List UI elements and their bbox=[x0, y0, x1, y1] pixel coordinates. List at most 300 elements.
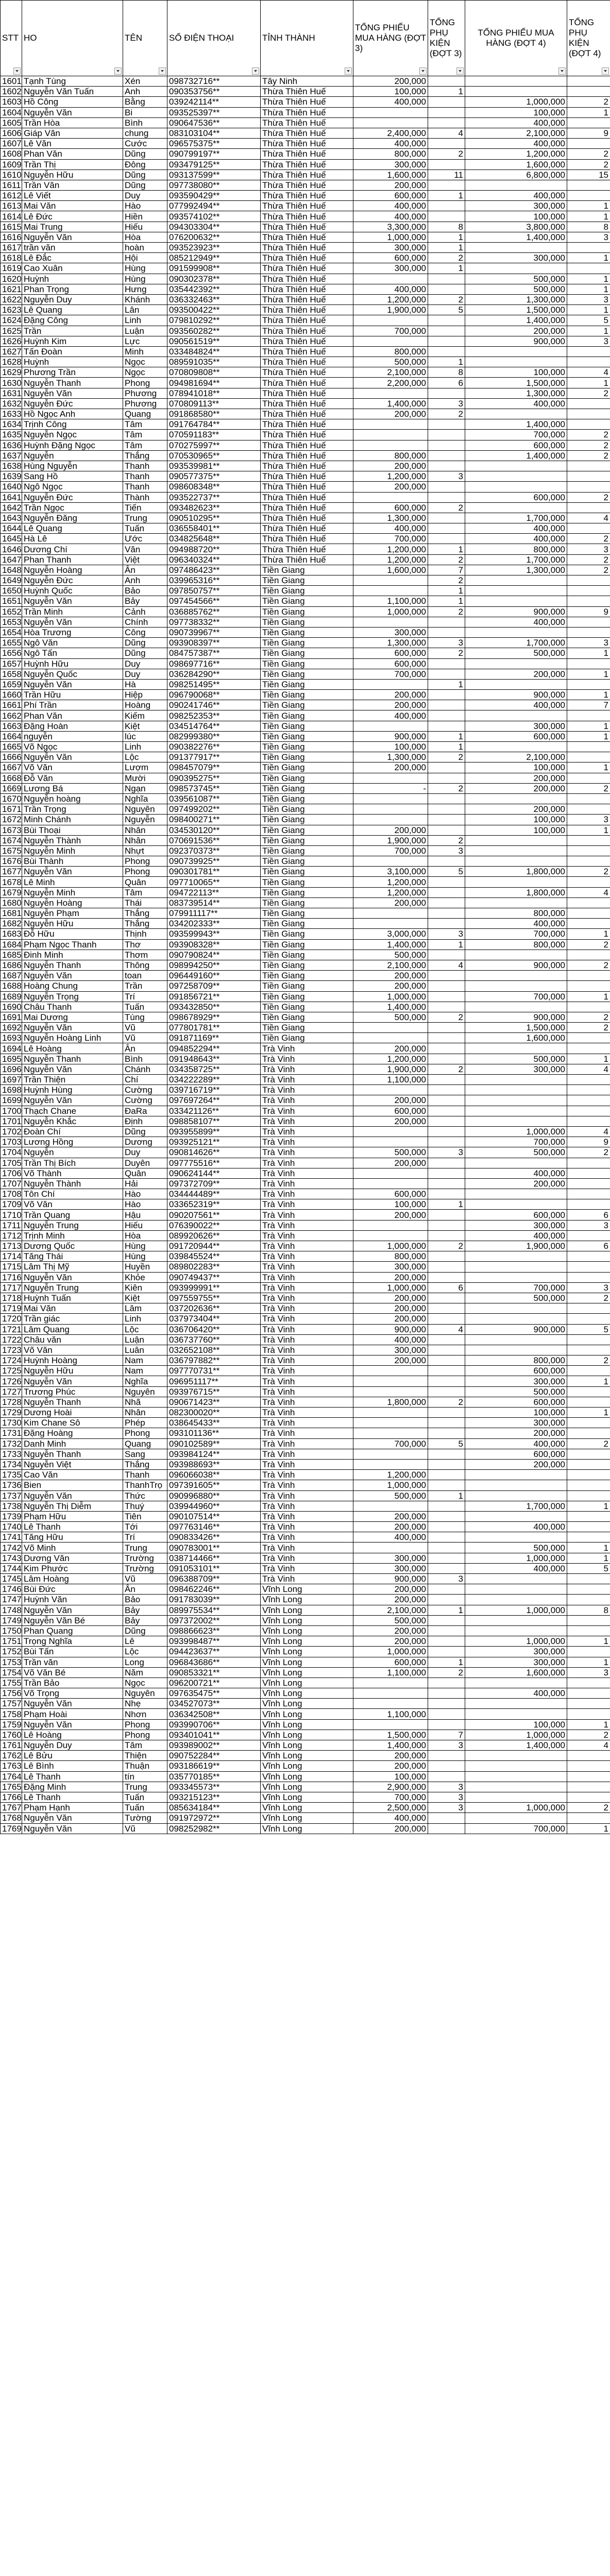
cell-voucher-dot4[interactable] bbox=[465, 1470, 567, 1480]
cell-ho[interactable]: Lương Bá bbox=[22, 783, 123, 793]
cell-ho[interactable]: Lê Đức bbox=[22, 211, 123, 222]
cell-province[interactable]: Thừa Thiên Huế bbox=[261, 409, 353, 419]
cell-voucher-dot3[interactable] bbox=[353, 1366, 428, 1376]
cell-ten[interactable]: Hiệp bbox=[123, 690, 167, 700]
cell-ten[interactable]: Dũng bbox=[123, 170, 167, 180]
cell-ten[interactable]: Luận bbox=[123, 326, 167, 336]
cell-accessory-dot4[interactable]: 1 bbox=[567, 107, 610, 117]
cell-accessory-dot3[interactable]: 2 bbox=[428, 1064, 465, 1074]
cell-voucher-dot4[interactable] bbox=[465, 1480, 567, 1490]
cell-accessory-dot3[interactable] bbox=[428, 804, 465, 815]
cell-accessory-dot4[interactable]: 1 bbox=[567, 201, 610, 211]
cell-phone[interactable]: 036737760** bbox=[167, 1334, 261, 1345]
cell-stt[interactable]: 1763 bbox=[1, 1761, 22, 1771]
cell-ho[interactable]: Nguyễn Trọng bbox=[22, 991, 123, 1002]
cell-ten[interactable]: Hội bbox=[123, 253, 167, 263]
cell-province[interactable]: Tiền Giang bbox=[261, 752, 353, 762]
cell-voucher-dot3[interactable]: 3,100,000 bbox=[353, 867, 428, 877]
cell-accessory-dot4[interactable] bbox=[567, 1647, 610, 1657]
cell-accessory-dot4[interactable] bbox=[567, 263, 610, 274]
cell-voucher-dot4[interactable] bbox=[465, 856, 567, 867]
cell-accessory-dot3[interactable] bbox=[428, 211, 465, 222]
cell-stt[interactable]: 1661 bbox=[1, 700, 22, 710]
cell-voucher-dot4[interactable] bbox=[465, 1251, 567, 1262]
cell-accessory-dot4[interactable] bbox=[567, 1418, 610, 1428]
cell-accessory-dot4[interactable]: 3 bbox=[567, 232, 610, 242]
cell-accessory-dot4[interactable] bbox=[567, 1033, 610, 1043]
cell-stt[interactable]: 1688 bbox=[1, 981, 22, 991]
cell-voucher-dot3[interactable]: 200,000 bbox=[353, 1116, 428, 1126]
cell-stt[interactable]: 1613 bbox=[1, 201, 22, 211]
cell-accessory-dot4[interactable]: 1 bbox=[567, 1636, 610, 1647]
cell-accessory-dot3[interactable] bbox=[428, 1553, 465, 1563]
cell-accessory-dot4[interactable] bbox=[567, 1751, 610, 1761]
cell-stt[interactable]: 1761 bbox=[1, 1740, 22, 1751]
cell-accessory-dot3[interactable] bbox=[428, 1459, 465, 1469]
cell-stt[interactable]: 1660 bbox=[1, 690, 22, 700]
cell-accessory-dot3[interactable] bbox=[428, 971, 465, 981]
cell-stt[interactable]: 1647 bbox=[1, 554, 22, 565]
cell-voucher-dot4[interactable]: 1,200,000 bbox=[465, 149, 567, 159]
cell-accessory-dot4[interactable] bbox=[567, 1813, 610, 1823]
cell-accessory-dot3[interactable]: 1 bbox=[428, 243, 465, 253]
cell-accessory-dot4[interactable] bbox=[567, 180, 610, 190]
cell-phone[interactable]: 098573745** bbox=[167, 783, 261, 793]
cell-stt[interactable]: 1642 bbox=[1, 502, 22, 513]
cell-stt[interactable]: 1657 bbox=[1, 658, 22, 669]
cell-ten[interactable]: Thanh bbox=[123, 471, 167, 482]
table-row[interactable] bbox=[1, 534, 610, 544]
cell-stt[interactable]: 1692 bbox=[1, 1023, 22, 1033]
table-row[interactable] bbox=[1, 180, 610, 190]
cell-voucher-dot3[interactable]: 1,000,000 bbox=[353, 1282, 428, 1293]
cell-province[interactable]: Thừa Thiên Huế bbox=[261, 357, 353, 367]
cell-voucher-dot4[interactable] bbox=[465, 1595, 567, 1605]
cell-phone[interactable]: 097763146** bbox=[167, 1522, 261, 1532]
cell-ten[interactable]: Thuý bbox=[123, 1501, 167, 1511]
cell-ten[interactable]: Linh bbox=[123, 742, 167, 752]
cell-voucher-dot3[interactable]: 1,100,000 bbox=[353, 596, 428, 606]
cell-ho[interactable]: Minh Chánh bbox=[22, 815, 123, 825]
cell-voucher-dot3[interactable]: 1,900,000 bbox=[353, 835, 428, 845]
cell-voucher-dot3[interactable] bbox=[353, 1418, 428, 1428]
cell-province[interactable]: Tiền Giang bbox=[261, 897, 353, 908]
cell-voucher-dot4[interactable]: 1,400,000 bbox=[465, 419, 567, 430]
cell-ho[interactable]: Nguyễn Văn Tuấn bbox=[22, 87, 123, 97]
cell-voucher-dot3[interactable]: 300,000 bbox=[353, 159, 428, 170]
cell-stt[interactable]: 1752 bbox=[1, 1647, 22, 1657]
cell-accessory-dot3[interactable] bbox=[428, 419, 465, 430]
cell-voucher-dot3[interactable] bbox=[353, 1376, 428, 1386]
cell-phone[interactable]: 036332463** bbox=[167, 294, 261, 304]
cell-phone[interactable]: 090510295** bbox=[167, 513, 261, 523]
cell-ho[interactable]: Nguyễn Phạm bbox=[22, 908, 123, 919]
cell-phone[interactable]: 035770185** bbox=[167, 1771, 261, 1782]
cell-stt[interactable]: 1730 bbox=[1, 1418, 22, 1428]
cell-stt[interactable]: 1679 bbox=[1, 887, 22, 897]
cell-voucher-dot3[interactable]: 200,000 bbox=[353, 1751, 428, 1761]
cell-accessory-dot3[interactable] bbox=[428, 440, 465, 450]
cell-phone[interactable]: 036284290** bbox=[167, 669, 261, 679]
cell-ho[interactable]: Trần Thị Bích bbox=[22, 1158, 123, 1168]
table-row[interactable] bbox=[1, 908, 610, 919]
table-row[interactable] bbox=[1, 1095, 610, 1106]
cell-province[interactable]: Tiền Giang bbox=[261, 1033, 353, 1043]
cell-accessory-dot3[interactable] bbox=[428, 825, 465, 835]
cell-stt[interactable]: 1634 bbox=[1, 419, 22, 430]
cell-accessory-dot3[interactable] bbox=[428, 274, 465, 284]
cell-ho[interactable]: Phan Quang bbox=[22, 1625, 123, 1636]
cell-phone[interactable]: 089591035** bbox=[167, 357, 261, 367]
cell-province[interactable]: Thừa Thiên Huế bbox=[261, 117, 353, 128]
cell-ho[interactable]: Lê Quang bbox=[22, 305, 123, 315]
cell-accessory-dot4[interactable] bbox=[567, 1688, 610, 1699]
cell-voucher-dot4[interactable]: 700,000 bbox=[465, 929, 567, 939]
cell-phone[interactable]: 089802283** bbox=[167, 1262, 261, 1272]
cell-stt[interactable]: 1742 bbox=[1, 1543, 22, 1553]
table-row[interactable] bbox=[1, 450, 610, 461]
cell-stt[interactable]: 1606 bbox=[1, 128, 22, 138]
cell-phone[interactable]: 083739514** bbox=[167, 897, 261, 908]
cell-accessory-dot4[interactable]: 2 bbox=[567, 939, 610, 950]
cell-voucher-dot3[interactable]: 500,000 bbox=[353, 1012, 428, 1022]
cell-phone[interactable]: 090749437** bbox=[167, 1272, 261, 1282]
cell-voucher-dot4[interactable] bbox=[465, 1625, 567, 1636]
table-row[interactable] bbox=[1, 1615, 610, 1625]
table-row[interactable] bbox=[1, 1490, 610, 1501]
cell-accessory-dot3[interactable] bbox=[428, 1137, 465, 1147]
cell-accessory-dot4[interactable]: 1 bbox=[567, 1553, 610, 1563]
cell-phone[interactable]: 096066038** bbox=[167, 1470, 261, 1480]
table-row[interactable] bbox=[1, 1116, 610, 1126]
cell-province[interactable]: Thừa Thiên Huế bbox=[261, 305, 353, 315]
cell-voucher-dot4[interactable]: 1,600,000 bbox=[465, 1033, 567, 1043]
cell-voucher-dot3[interactable] bbox=[353, 617, 428, 627]
cell-accessory-dot4[interactable] bbox=[567, 586, 610, 596]
cell-voucher-dot3[interactable] bbox=[353, 388, 428, 398]
cell-accessory-dot3[interactable] bbox=[428, 1220, 465, 1230]
cell-phone[interactable]: 096449160** bbox=[167, 971, 261, 981]
cell-province[interactable]: Tiền Giang bbox=[261, 710, 353, 721]
cell-ten[interactable]: Bằng bbox=[123, 97, 167, 107]
cell-accessory-dot4[interactable]: 2 bbox=[567, 565, 610, 575]
cell-province[interactable]: Trà Vinh bbox=[261, 1085, 353, 1095]
cell-phone[interactable]: 034222289** bbox=[167, 1075, 261, 1085]
cell-accessory-dot4[interactable]: 4 bbox=[567, 1064, 610, 1074]
cell-ho[interactable]: Nguyễn Thanh bbox=[22, 1397, 123, 1407]
cell-phone[interactable]: 034530120** bbox=[167, 825, 261, 835]
table-row[interactable] bbox=[1, 346, 610, 357]
cell-accessory-dot4[interactable] bbox=[567, 1251, 610, 1262]
cell-voucher-dot3[interactable] bbox=[353, 1449, 428, 1459]
cell-ho[interactable]: Huỳnh Quốc bbox=[22, 586, 123, 596]
cell-province[interactable]: Trà Vinh bbox=[261, 1168, 353, 1178]
cell-stt[interactable]: 1664 bbox=[1, 731, 22, 741]
cell-voucher-dot3[interactable]: 200,000 bbox=[353, 1043, 428, 1054]
cell-accessory-dot3[interactable] bbox=[428, 658, 465, 669]
table-row[interactable] bbox=[1, 752, 610, 762]
cell-ten[interactable]: Duy bbox=[123, 191, 167, 201]
cell-voucher-dot3[interactable] bbox=[353, 1719, 428, 1730]
cell-accessory-dot4[interactable] bbox=[567, 919, 610, 929]
cell-accessory-dot3[interactable]: 8 bbox=[428, 222, 465, 232]
cell-ho[interactable]: Huỳnh Tuấn bbox=[22, 1293, 123, 1303]
cell-stt[interactable]: 1722 bbox=[1, 1334, 22, 1345]
cell-voucher-dot4[interactable]: 500,000 bbox=[465, 274, 567, 284]
cell-stt[interactable]: 1633 bbox=[1, 409, 22, 419]
cell-voucher-dot4[interactable]: 400,000 bbox=[465, 1688, 567, 1699]
cell-voucher-dot3[interactable] bbox=[353, 804, 428, 815]
table-row[interactable] bbox=[1, 1740, 610, 1751]
table-row[interactable] bbox=[1, 1438, 610, 1449]
cell-accessory-dot4[interactable]: 6 bbox=[567, 1210, 610, 1220]
cell-ten[interactable]: Tâm bbox=[123, 419, 167, 430]
cell-ten[interactable]: Hiếu bbox=[123, 222, 167, 232]
cell-phone[interactable]: 034202333** bbox=[167, 919, 261, 929]
cell-voucher-dot4[interactable]: 2,100,000 bbox=[465, 128, 567, 138]
table-row[interactable] bbox=[1, 492, 610, 502]
cell-accessory-dot3[interactable]: 2 bbox=[428, 606, 465, 617]
table-row[interactable] bbox=[1, 440, 610, 450]
cell-phone[interactable]: 039944960** bbox=[167, 1501, 261, 1511]
cell-ho[interactable]: Lê Thanh bbox=[22, 1792, 123, 1802]
cell-phone[interactable]: 097258709** bbox=[167, 981, 261, 991]
cell-phone[interactable]: 039716719** bbox=[167, 1085, 261, 1095]
cell-ten[interactable]: Quang bbox=[123, 1438, 167, 1449]
cell-accessory-dot4[interactable]: 4 bbox=[567, 367, 610, 378]
cell-voucher-dot4[interactable] bbox=[465, 1574, 567, 1584]
cell-stt[interactable]: 1618 bbox=[1, 253, 22, 263]
cell-province[interactable]: Vĩnh Long bbox=[261, 1709, 353, 1719]
cell-ho[interactable]: Lê Hoàng bbox=[22, 1043, 123, 1054]
cell-stt[interactable]: 1700 bbox=[1, 1106, 22, 1116]
cell-accessory-dot4[interactable]: 2 bbox=[567, 783, 610, 793]
cell-accessory-dot3[interactable] bbox=[428, 1709, 465, 1719]
cell-province[interactable]: Tiền Giang bbox=[261, 919, 353, 929]
cell-stt[interactable]: 1696 bbox=[1, 1064, 22, 1074]
table-row[interactable] bbox=[1, 1272, 610, 1282]
cell-province[interactable]: Vĩnh Long bbox=[261, 1688, 353, 1699]
cell-stt[interactable]: 1735 bbox=[1, 1470, 22, 1480]
cell-phone[interactable]: 098400271** bbox=[167, 815, 261, 825]
cell-stt[interactable]: 1655 bbox=[1, 638, 22, 648]
cell-accessory-dot4[interactable] bbox=[567, 1532, 610, 1543]
cell-province[interactable]: Thừa Thiên Huế bbox=[261, 211, 353, 222]
table-row[interactable] bbox=[1, 1647, 610, 1657]
cell-voucher-dot4[interactable] bbox=[465, 575, 567, 586]
cell-phone[interactable]: 039965316** bbox=[167, 575, 261, 586]
table-row[interactable] bbox=[1, 87, 610, 97]
cell-province[interactable]: Trà Vinh bbox=[261, 1106, 353, 1116]
cell-ho[interactable]: Danh Minh bbox=[22, 1438, 123, 1449]
cell-accessory-dot4[interactable]: 2 bbox=[567, 492, 610, 502]
cell-accessory-dot4[interactable] bbox=[567, 117, 610, 128]
cell-ho[interactable]: Lê Đắc bbox=[22, 253, 123, 263]
cell-ten[interactable]: Trung bbox=[123, 1543, 167, 1553]
cell-accessory-dot4[interactable] bbox=[567, 1782, 610, 1792]
cell-province[interactable]: Trà Vinh bbox=[261, 1470, 353, 1480]
table-row[interactable] bbox=[1, 1667, 610, 1677]
cell-voucher-dot3[interactable]: 200,000 bbox=[353, 700, 428, 710]
cell-ho[interactable]: Dương Văn bbox=[22, 1553, 123, 1563]
cell-ten[interactable]: lúc bbox=[123, 731, 167, 741]
cell-accessory-dot3[interactable]: 3 bbox=[428, 1574, 465, 1584]
table-row[interactable] bbox=[1, 1574, 610, 1584]
cell-voucher-dot4[interactable] bbox=[465, 1095, 567, 1106]
cell-stt[interactable]: 1644 bbox=[1, 523, 22, 534]
cell-ho[interactable]: Nguyễn Ngọc bbox=[22, 430, 123, 440]
table-row[interactable] bbox=[1, 1813, 610, 1823]
cell-ten[interactable]: Khánh bbox=[123, 294, 167, 304]
cell-accessory-dot4[interactable]: 2 bbox=[567, 867, 610, 877]
cell-ho[interactable]: Trần Hòa bbox=[22, 117, 123, 128]
cell-phone[interactable]: 093908328** bbox=[167, 939, 261, 950]
cell-accessory-dot3[interactable]: 2 bbox=[428, 253, 465, 263]
table-row[interactable] bbox=[1, 1636, 610, 1647]
cell-ho[interactable]: Nguyễn Văn bbox=[22, 1490, 123, 1501]
cell-voucher-dot4[interactable]: 900,000 bbox=[465, 336, 567, 346]
cell-province[interactable]: Thừa Thiên Huế bbox=[261, 534, 353, 544]
cell-ho[interactable]: Nguyễn Văn bbox=[22, 1272, 123, 1282]
cell-ten[interactable]: Dũng bbox=[123, 638, 167, 648]
cell-province[interactable]: Trà Vinh bbox=[261, 1251, 353, 1262]
table-row[interactable] bbox=[1, 1106, 610, 1116]
cell-phone[interactable]: 098608348** bbox=[167, 482, 261, 492]
cell-ho[interactable]: Nguyễn Văn bbox=[22, 596, 123, 606]
table-row[interactable] bbox=[1, 263, 610, 274]
cell-voucher-dot3[interactable]: 1,000,000 bbox=[353, 1647, 428, 1657]
cell-accessory-dot4[interactable] bbox=[567, 357, 610, 367]
cell-voucher-dot4[interactable]: 600,000 bbox=[465, 1397, 567, 1407]
cell-ho[interactable]: Lê Bửu bbox=[22, 1751, 123, 1761]
cell-accessory-dot3[interactable] bbox=[428, 1293, 465, 1303]
cell-phone[interactable]: 097697264** bbox=[167, 1095, 261, 1106]
cell-voucher-dot4[interactable] bbox=[465, 950, 567, 960]
cell-voucher-dot4[interactable]: 6,800,000 bbox=[465, 170, 567, 180]
cell-province[interactable]: Vĩnh Long bbox=[261, 1740, 353, 1751]
cell-voucher-dot3[interactable]: 500,000 bbox=[353, 1615, 428, 1625]
cell-province[interactable]: Thừa Thiên Huế bbox=[261, 97, 353, 107]
cell-accessory-dot4[interactable] bbox=[567, 1584, 610, 1595]
table-row[interactable] bbox=[1, 1199, 610, 1210]
cell-ten[interactable]: Cường bbox=[123, 1085, 167, 1095]
cell-accessory-dot4[interactable] bbox=[567, 471, 610, 482]
cell-accessory-dot4[interactable] bbox=[567, 835, 610, 845]
cell-ten[interactable]: Thanh bbox=[123, 1470, 167, 1480]
cell-stt[interactable]: 1687 bbox=[1, 971, 22, 981]
cell-accessory-dot4[interactable] bbox=[567, 1085, 610, 1095]
table-row[interactable] bbox=[1, 1386, 610, 1397]
cell-province[interactable]: Thừa Thiên Huế bbox=[261, 430, 353, 440]
cell-stt[interactable]: 1714 bbox=[1, 1251, 22, 1262]
cell-province[interactable]: Thừa Thiên Huế bbox=[261, 378, 353, 388]
cell-ho[interactable]: Tăng Hữu bbox=[22, 1532, 123, 1543]
cell-accessory-dot3[interactable] bbox=[428, 1688, 465, 1699]
cell-voucher-dot4[interactable]: 1,000,000 bbox=[465, 1553, 567, 1563]
cell-voucher-dot3[interactable]: 2,100,000 bbox=[353, 960, 428, 970]
cell-voucher-dot4[interactable]: 400,000 bbox=[465, 1438, 567, 1449]
cell-ho[interactable]: Nguyễn Đức bbox=[22, 575, 123, 586]
cell-province[interactable]: Trà Vinh bbox=[261, 1199, 353, 1210]
cell-ten[interactable]: Quân bbox=[123, 1168, 167, 1178]
cell-accessory-dot3[interactable]: 7 bbox=[428, 1730, 465, 1740]
cell-province[interactable]: Thừa Thiên Huế bbox=[261, 232, 353, 242]
cell-province[interactable]: Vĩnh Long bbox=[261, 1730, 353, 1740]
cell-stt[interactable]: 1717 bbox=[1, 1282, 22, 1293]
cell-stt[interactable]: 1604 bbox=[1, 107, 22, 117]
cell-voucher-dot3[interactable]: 500,000 bbox=[353, 357, 428, 367]
table-row[interactable] bbox=[1, 419, 610, 430]
cell-ho[interactable]: Trương Phúc bbox=[22, 1386, 123, 1397]
cell-ho[interactable]: Nguyễn Văn bbox=[22, 617, 123, 627]
cell-ho[interactable]: Hoàng Chung bbox=[22, 981, 123, 991]
cell-ho[interactable]: Huỳnh Hữu bbox=[22, 658, 123, 669]
cell-phone[interactable]: 094988720** bbox=[167, 544, 261, 554]
table-row[interactable] bbox=[1, 502, 610, 513]
table-row[interactable] bbox=[1, 513, 610, 523]
cell-stt[interactable]: 1637 bbox=[1, 450, 22, 461]
table-row[interactable] bbox=[1, 710, 610, 721]
cell-province[interactable]: Vĩnh Long bbox=[261, 1792, 353, 1802]
cell-accessory-dot4[interactable]: 1 bbox=[567, 1823, 610, 1834]
table-row[interactable] bbox=[1, 1262, 610, 1272]
cell-accessory-dot3[interactable] bbox=[428, 815, 465, 825]
cell-accessory-dot4[interactable] bbox=[567, 1470, 610, 1480]
cell-phone[interactable]: 091972972** bbox=[167, 1813, 261, 1823]
cell-phone[interactable]: 091377917** bbox=[167, 752, 261, 762]
cell-ho[interactable]: Dương Quốc bbox=[22, 1241, 123, 1251]
cell-phone[interactable]: 097710065** bbox=[167, 877, 261, 887]
cell-voucher-dot3[interactable]: 900,000 bbox=[353, 1324, 428, 1334]
cell-accessory-dot4[interactable] bbox=[567, 1490, 610, 1501]
cell-ho[interactable]: Lê Thanh bbox=[22, 1771, 123, 1782]
cell-phone[interactable]: 036706420** bbox=[167, 1324, 261, 1334]
cell-voucher-dot4[interactable]: 1,700,000 bbox=[465, 554, 567, 565]
cell-accessory-dot4[interactable] bbox=[567, 409, 610, 419]
cell-voucher-dot4[interactable] bbox=[465, 1303, 567, 1314]
cell-voucher-dot4[interactable]: 700,000 bbox=[465, 1823, 567, 1834]
cell-voucher-dot4[interactable]: 200,000 bbox=[465, 773, 567, 783]
cell-accessory-dot3[interactable] bbox=[428, 1033, 465, 1043]
cell-voucher-dot3[interactable]: 1,000,000 bbox=[353, 232, 428, 242]
cell-stt[interactable]: 1748 bbox=[1, 1605, 22, 1615]
cell-accessory-dot4[interactable]: 1 bbox=[567, 326, 610, 336]
cell-accessory-dot4[interactable] bbox=[567, 1449, 610, 1459]
cell-ho[interactable]: Nguyễn Văn bbox=[22, 1064, 123, 1074]
cell-accessory-dot4[interactable] bbox=[567, 897, 610, 908]
cell-accessory-dot4[interactable] bbox=[567, 346, 610, 357]
cell-voucher-dot3[interactable] bbox=[353, 1230, 428, 1241]
cell-voucher-dot3[interactable]: 800,000 bbox=[353, 346, 428, 357]
cell-ten[interactable]: Kiệt bbox=[123, 1293, 167, 1303]
cell-accessory-dot3[interactable] bbox=[428, 346, 465, 357]
table-row[interactable] bbox=[1, 1023, 610, 1033]
cell-ten[interactable]: Dương bbox=[123, 1137, 167, 1147]
table-row[interactable] bbox=[1, 1418, 610, 1428]
cell-ten[interactable]: Ước bbox=[123, 534, 167, 544]
cell-phone[interactable]: 093925121** bbox=[167, 1137, 261, 1147]
cell-ho[interactable]: Nguyễn Văn bbox=[22, 971, 123, 981]
cell-accessory-dot4[interactable]: 2 bbox=[567, 1438, 610, 1449]
cell-province[interactable]: Thừa Thiên Huế bbox=[261, 336, 353, 346]
cell-phone[interactable]: 094722113** bbox=[167, 887, 261, 897]
cell-accessory-dot4[interactable] bbox=[567, 1075, 610, 1085]
cell-phone[interactable]: 034527073** bbox=[167, 1699, 261, 1709]
cell-voucher-dot3[interactable]: 300,000 bbox=[353, 1345, 428, 1355]
cell-voucher-dot3[interactable]: 1,300,000 bbox=[353, 513, 428, 523]
cell-province[interactable]: Tiền Giang bbox=[261, 1012, 353, 1022]
cell-voucher-dot4[interactable]: 100,000 bbox=[465, 825, 567, 835]
